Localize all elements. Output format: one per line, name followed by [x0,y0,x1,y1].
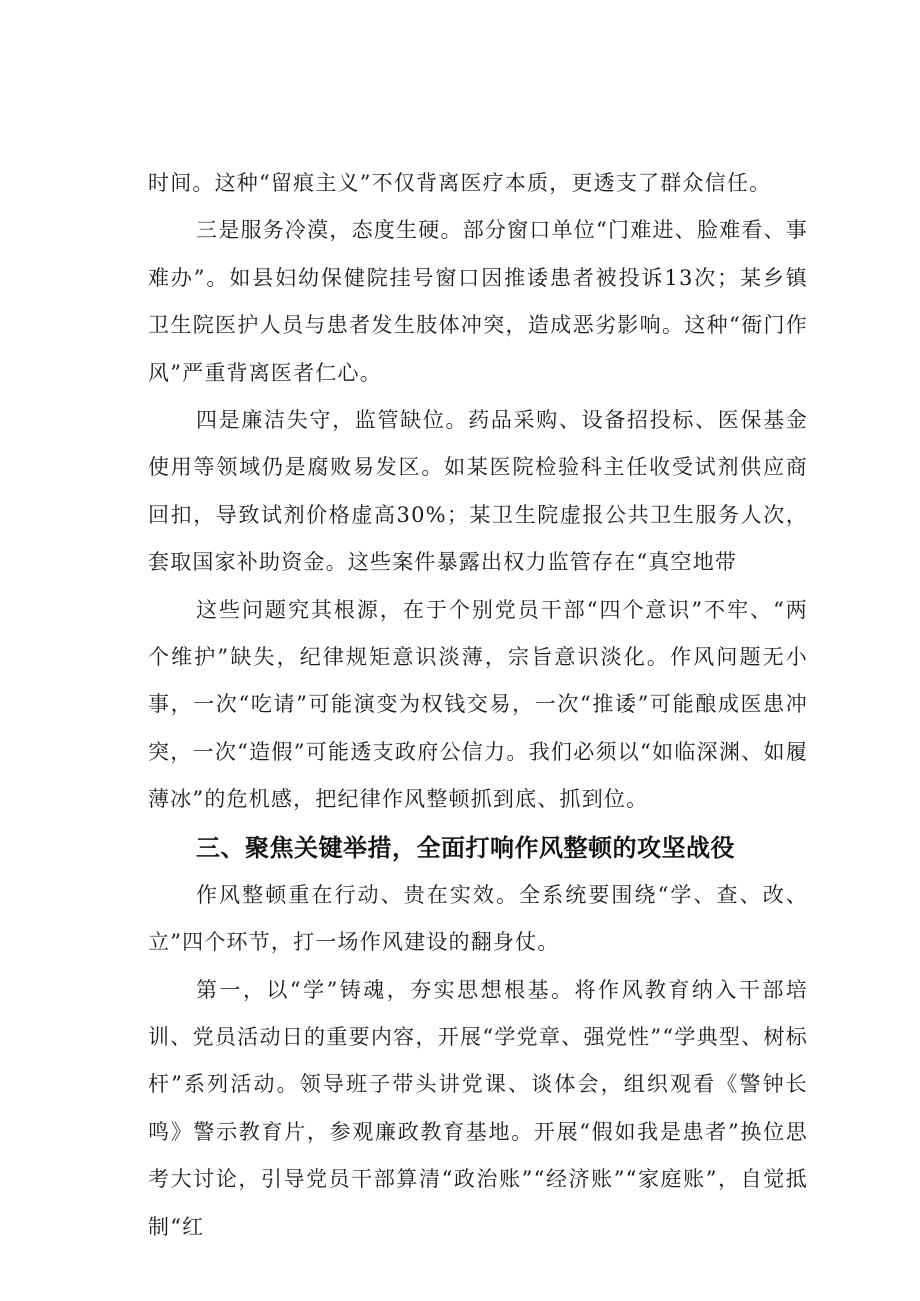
body-paragraph: 时间。这种“留痕主义”不仅背离医疗本质，更透支了群众信任。 [148,171,772,195]
body-paragraph: 第一，以“学”铸魂，夯实思想根基。将作风教育纳入干部培训、党员活动日的重要内容，开展“学党章、强党性”“学典型、树标杆”系列活动。领导班子带头讲党课、谈体会，组织观看《警钟长鸣》警示教育片，参观廉政教育基地。开展“假如我是患者”换位思考大讨论，引导党员干部算清“政治账”“经济账”“家庭账”，自觉抵制“红 [148,977,808,1239]
body-paragraph: 三是服务冷漠，态度生硬。部分窗口单位“门难进、脸难看、事难办”。如县妇幼保健院挂号窗口因推诿患者被投诉13次；某乡镇卫生院医护人员与患者发生肢体冲突，造成恶劣影响。这种“衙门作风”严重背离医者仁心。 [148,218,808,385]
body-paragraph: 这些问题究其根源，在于个别党员干部“四个意识”不牢、“两个维护”缺失，纪律规矩意识淡薄，宗旨意识淡化。作风问题无小事，一次“吃请”可能演变为权钱交易，一次“推诿”可能酿成医患冲突，一次“造假”可能透支政府公信力。我们必须以“如临深渊、如履薄冰”的危机感，把纪律作风整顿抓到底、抓到位。 [148,597,808,812]
body-paragraph: 四是廉洁失守，监管缺位。药品采购、设备招投标、医保基金使用等领域仍是腐败易发区。如某医院检验科主任收受试剂供应商回扣，导致试剂价格虚高30%；某卫生院虚报公共卫生服务人次，套取国家补助资金。这些案件暴露出权力监管存在“真空地带 [148,408,808,575]
body-paragraph: 作风整顿重在行动、贵在实效。全系统要围绕“学、查、改、立”四个环节，打一场作风建设的翻身仗。 [148,882,808,955]
document-page [148,160,808,1251]
section-heading: 三、聚焦关键举措，全面打响作风整顿的攻坚战役 [196,833,735,862]
